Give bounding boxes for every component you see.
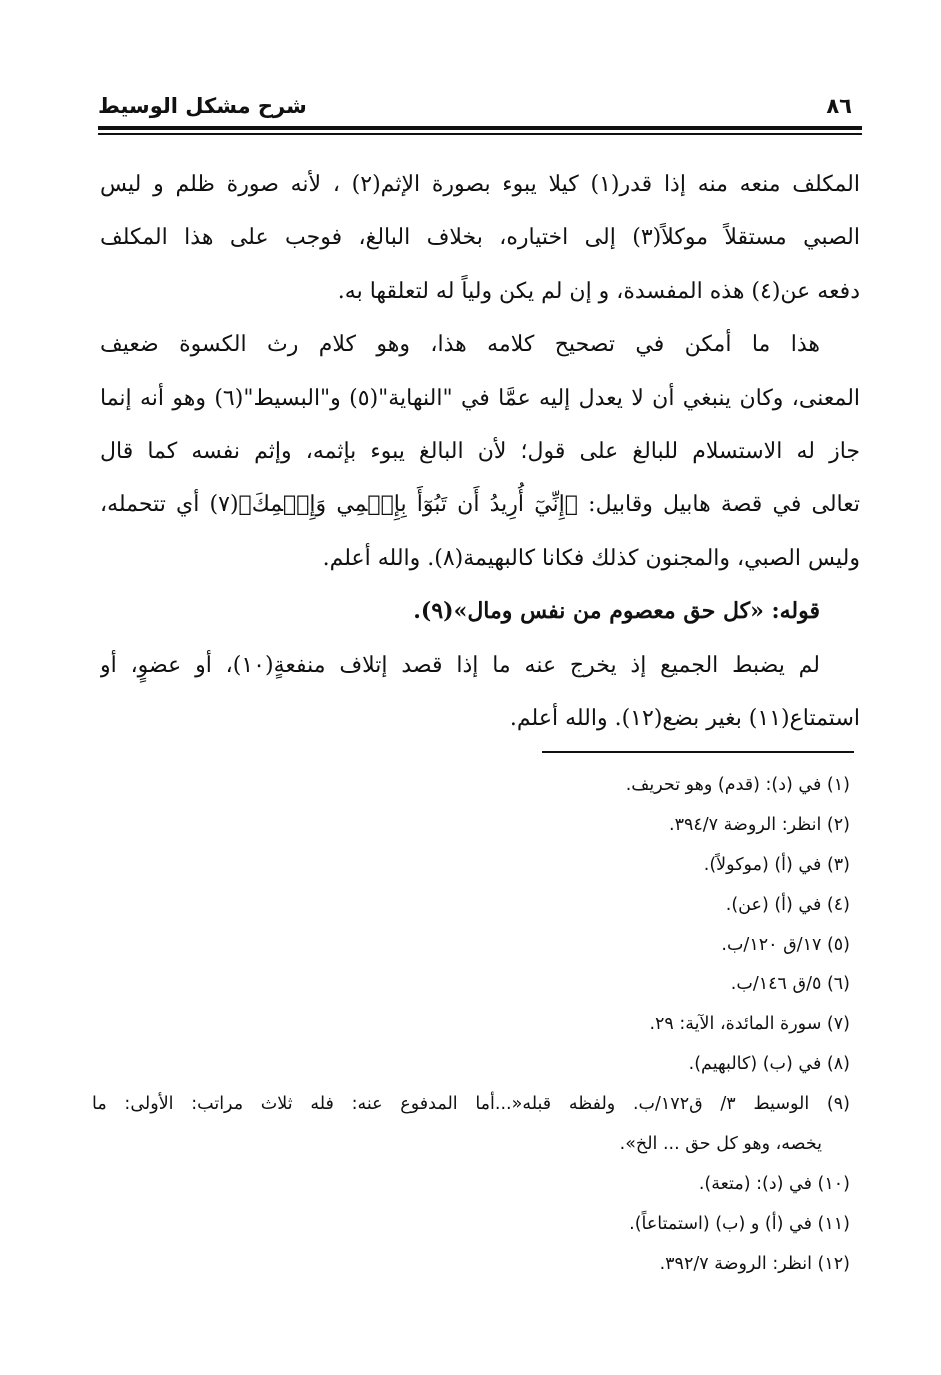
book-title: شرح مشكل الوسيط <box>98 94 307 118</box>
text-line: وليس الصبي، والمجنون كذلك فكانا كالبهيمة(٨). والله أعلم. <box>322 545 860 571</box>
text-line: الصبي مستقلاً موكلاً(٣) إلى اختياره، بخلاف البالغ، فوجب على هذا المكلف <box>100 225 860 251</box>
header-rule-thick <box>98 126 862 130</box>
text-line: تعالى في قصة هابيل وقابيل: ﴿إِنِّيٓ أُرِيدُ أَن تَبُوٓأَ بِإِثۡمِي وَإِثۡمِكَ﴾(٧) أي تتحمله، <box>100 492 860 518</box>
text-line: جاز له الاستسلام للبالغ على قول؛ لأن البالغ يبوء بإثمه، وإثم نفسه كما قال <box>100 438 860 464</box>
footnote: (٨) في (ب) (كالبهيم). <box>688 1054 850 1075</box>
text-line: استمتاع(١١) بغير بضع(١٢). والله أعلم. <box>509 705 860 731</box>
text-line: المعنى، وكان ينبغي أن لا يعدل إليه عمَّا في "النهاية"(٥) و"البسيط"(٦) وهو أنه إنما <box>100 385 860 411</box>
footnote-separator <box>542 751 854 753</box>
footnote: (١١) في (أ) و (ب) (استمتاعاً). <box>629 1213 850 1234</box>
footnote: (٣) في (أ) (موكولاً). <box>703 854 850 875</box>
page-number: ٨٦ <box>826 94 852 118</box>
section-heading <box>100 585 860 638</box>
footnote: (١٠) في (د): (متعة). <box>698 1173 850 1194</box>
footnote: (٤) في (أ) (عن). <box>725 894 850 915</box>
text-line: دفعه عن(٤) هذه المفسدة، و إن لم يكن ولياً له لتعلقها به. <box>337 278 860 304</box>
footnotes <box>92 766 850 1285</box>
footnote: (١) في (د): (قدم) وهو تحريف. <box>625 775 850 795</box>
running-header <box>98 92 862 128</box>
text-line: المكلف منعه منه إذا قدر(١) كيلا يبوء بصورة الإثم(٢) ، لأنه صورة ظلم و ليس <box>100 172 860 197</box>
text-line: هذا ما أمكن في تصحيح كلامه هذا، وهو كلام رث الكسوة ضعيف <box>100 332 820 358</box>
header-rule-thin <box>98 133 862 135</box>
footnote-continuation: يخصه، وهو كل حق ... الخ». <box>619 1134 822 1155</box>
quoted-heading: قوله: «كل حق معصوم من نفس ومال»(٩). <box>413 598 820 625</box>
footnote: (١٢) انظر: الروضة ٣٩٢/٧. <box>659 1253 850 1274</box>
footnote: (٧) سورة المائدة، الآية: ٢٩. <box>649 1014 850 1035</box>
footnote: (٥) ١٧/ق ١٢٠/ب. <box>721 934 850 955</box>
footnote: (٦) ٥/ق ١٤٦/ب. <box>730 974 850 995</box>
footnote: (٩) الوسيط ٣/ ق١٧٢/ب. ولفظه قبله«...أما المدفوع عنه: فله ثلاث مراتب: الأولى: ما <box>92 1094 850 1115</box>
text-line: لم يضبط الجميع إذ يخرج عنه ما إذا قصد إتلاف منفعةٍ(١٠)، أو عضوٍ، أو <box>100 652 820 678</box>
footnote: (٢) انظر: الروضة ٣٩٤/٧. <box>668 814 850 835</box>
main-text <box>100 158 860 745</box>
